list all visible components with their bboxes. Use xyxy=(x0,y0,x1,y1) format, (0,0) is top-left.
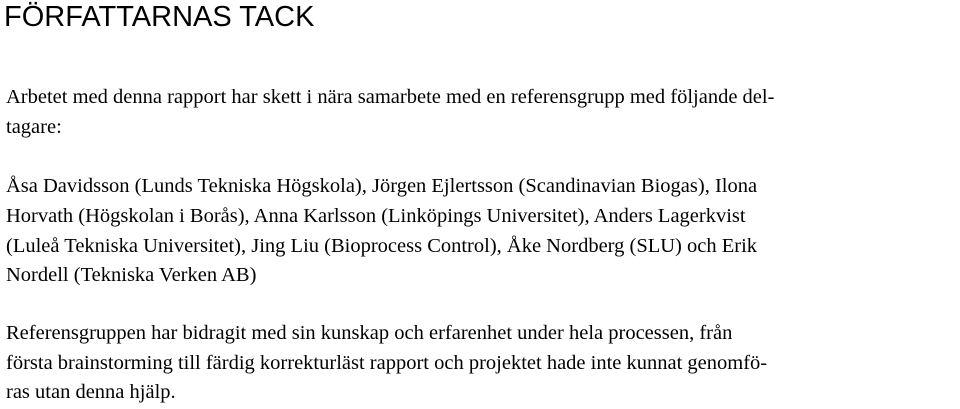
paragraph-line: ras utan denna hjälp. xyxy=(6,381,176,403)
paragraph-line: Nordell (Tekniska Verken AB) xyxy=(6,264,257,286)
paragraph-line: första brainstorming till färdig korrekturläst rapport och projektet hade inte kunnat genomfö- xyxy=(6,352,768,374)
paragraph-line: (Luleå Tekniska Universitet), Jing Liu (Bioprocess Control), Åke Nordberg (SLU) och Erik xyxy=(6,235,758,257)
paragraph-line: Arbetet med denna rapport har skett i nära samarbete med en referensgrupp med följande del- xyxy=(6,86,775,108)
page-title: FÖRFATTARNAS TACK xyxy=(4,1,315,33)
paragraph-line: Åsa Davidsson (Lunds Tekniska Högskola), Jörgen Ejlertsson (Scandinavian Biogas), Ilona xyxy=(6,175,758,197)
paragraph-line: Horvath (Högskolan i Borås), Anna Karlsson (Linköpings Universitet), Anders Lagerkvist xyxy=(6,205,746,227)
paragraph-line: Referensgruppen har bidragit med sin kunskap och erfarenhet under hela processen, från xyxy=(6,322,733,344)
paragraph-line: tagare: xyxy=(6,116,62,138)
